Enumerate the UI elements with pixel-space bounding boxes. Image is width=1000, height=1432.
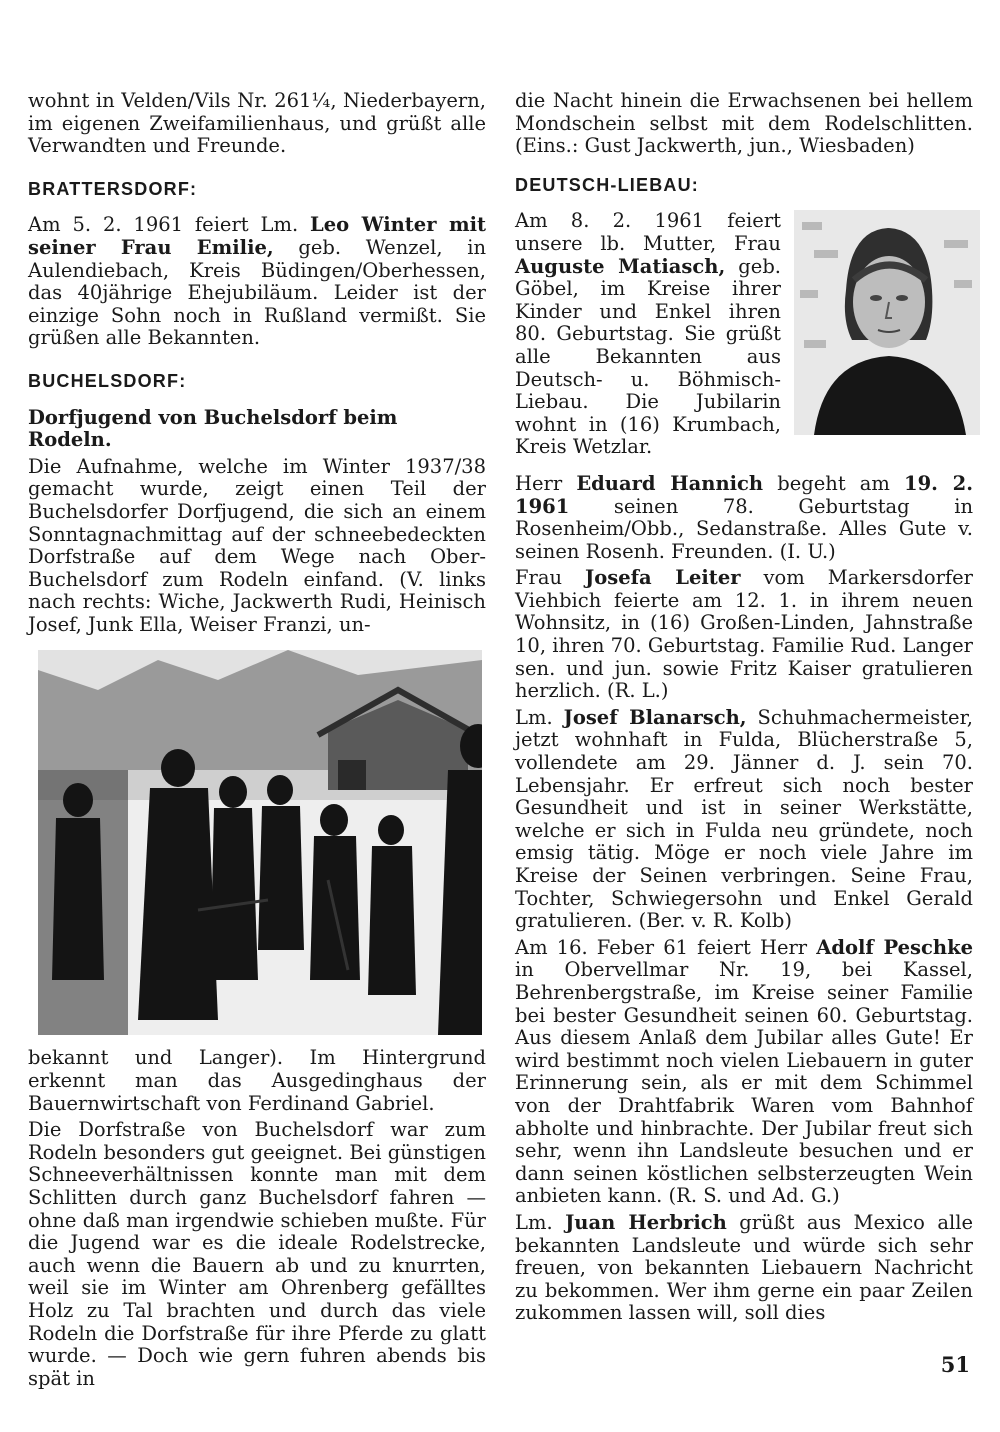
hannich-paragraph: Herr Eduard Hannich begeht am 19. 2. 1961 seinen 78. Geburtstag in Rosenheim/Obb., Sedanstraße. Alles Gute v. seinen Rosenh. Freunden. (I. U.) [515,471,974,563]
page-number: 51 [940,1352,970,1377]
matiasch-block [515,210,973,459]
matiasch-paragraph: Am 8. 2. 1961 feiert unsere lb. Mutter, Frau Auguste Matiasch, geb. Göbel, im Kreise ihrer Kinder und Enkel ihren 80. Geburtstag. Sie grüßt alle Bekannten aus Deutsch- u. Böhmisch-Liebau. Die Jubilarin wohnt in (16) Krumbach, Kreis Wetzlar. [515,209,782,459]
village-sledding-photo [38,650,482,1035]
buchelsdorf-paragraph-2: bekannt und Langer). Im Hintergrund erkennt man das Ausgedinghaus der Bauernwirtschaft von Ferdinand Gabriel. [28,1046,486,1115]
night-paragraph: die Nacht hinein die Erwachsenen bei hellem Mondschein selbst mit dem Rodelschlitten. (Eins.: Gust Jackwerth, jun., Wiesbaden) [515,89,973,158]
intro-paragraph: wohnt in Velden/Vils Nr. 261¼, Niederbayern, im eigenen Zweifamilienhaus, und grüßt alle Verwandten und Freunde. [28,89,486,158]
peschke-paragraph: Am 16. Feber 61 feiert Herr Adolf Peschke in Obervellmar Nr. 19, bei Kassel, Behrenbergstraße, im Kreise seiner Familie bei bester Gesundheit seinen 60. Geburtstag. Aus diesem Anlaß dem Jubilar alles Gute! Er wird bestimmt noch vielen Liebauern in guter Erinnerung sein, als er mit dem Schimmel von der Drahtfabrik Waren vom Bahnhof abholte und hinbrachte. Der Jubilar freut sich sehr, wenn ihn Landsleute besuchen und er dann seinen köstlichen selbsterzeugten Wein anbieten kann. (R. S. und Ad. G.) [515,935,973,1208]
portrait-illustration [794,210,980,435]
heading-brattersdorf: BRATTERSDORF: [28,178,198,199]
blanarsch-paragraph: Lm. Josef Blanarsch, Schuhmachermeister, jetzt wohnhaft in Fulda, Blücherstraße 5, vollendete am 29. Jänner d. J. sein 70. Lebensjahr. Er erfreut sich noch bester Gesundheit und ist in seiner Werkstätte, welche er sich in Fulda neu gründete, noch emsig tätig. Möge er noch viele Jahre im Kreise der Seinen verbringen. Seine Frau, Tochter, Schwiegersohn und Enkel Gerald gratulieren. (Ber. v. R. Kolb) [515,705,973,933]
buchelsdorf-paragraph-1: Die Aufnahme, welche im Winter 1937/38 gemacht wurde, zeigt einen Teil der Buchelsdorfer Dorfjugend, die sich an einem Sonntagnachmittag auf der schneebedeckten Dorfstraße auf dem Wege nach Ober-Buchelsdorf zum Rodeln einfand. (V. links nach rechts: Wiche, Jackwerth Rudi, Heinisch Josef, Junk Ella, Weiser Franzi, un- [28,454,486,636]
buchelsdorf-paragraph-3: Die Dorfstraße von Buchelsdorf war zum Rodeln besonders gut geeignet. Bei günstigen Schneeverhältnissen konnte man mit dem Schlitten durch ganz Buchelsdorf fahren — ohne daß man irgendwie schieben mußte. Für die Jugend war es die ideale Rodelstrecke, auch wenn die Bauern ab und zu knurrten, weil sie im Winter am Ohrenberg gefälltes Holz zu Tal brachten und durch das viele Rodeln die Dorfstraße für ihre Pferde zu glatt wurde. — Doch wie gern fuhren abends bis spät in [28,1118,486,1390]
portrait-photo [794,210,980,435]
leiter-paragraph: Frau Josefa Leiter vom Markersdorfer Viehbich feierte am 12. 1. in ihrem neuen Wohnsitz, in (16) Großen-Linden, Jahnstraße 10, ihren 70. Geburtstag. Familie Rud. Langer sen. und jun. sowie Fritz Kaiser gratulieren herzlich. (R. L.) [515,566,973,703]
herbrich-paragraph: Lm. Juan Herbrich grüßt aus Mexico alle bekannten Landsleute und würde sich sehr freuen, von bekannten Liebauern Nachricht zu bekommen. Wer ihm gerne ein paar Zeilen zukommen lassen will, soll dies [515,1210,973,1325]
heading-deutsch-liebau: DEUTSCH-LIEBAU: [515,174,699,195]
right-column [515,90,973,1329]
left-column [28,90,486,1394]
brattersdorf-paragraph: Am 5. 2. 1961 feiert Lm. Leo Winter mit seiner Frau Emilie, geb. Wenzel, in Aulendiebach, Kreis Büdingen/Oberhessen, das 40jährige Ehejubiläum. Leider ist der einzige Sohn noch in Rußland vermißt. Sie grüßen alle Bekannten. [28,213,486,350]
buchelsdorf-title: Dorfjugend von Buchelsdorf beim Rodeln. [28,405,398,452]
village-sledding-illustration [38,650,482,1035]
heading-buchelsdorf: BUCHELSDORF: [28,370,187,391]
